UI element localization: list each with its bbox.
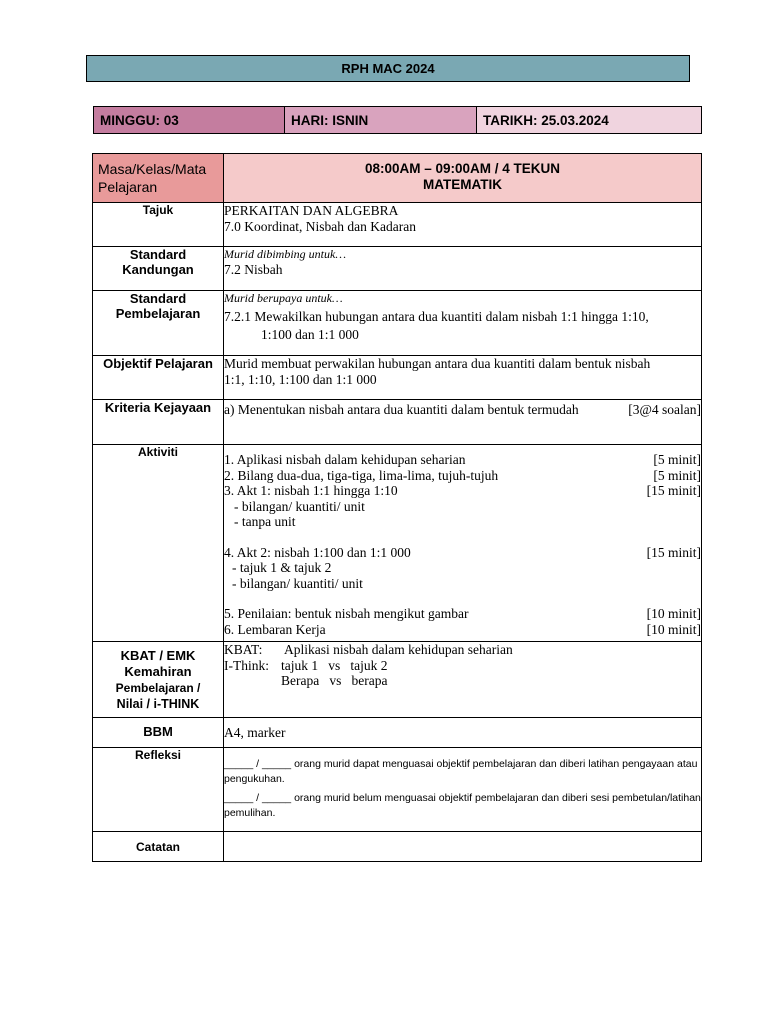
akt2-sub-2: - bilangan/ kuantiti/ unit: [232, 575, 363, 591]
page-banner: RPH MAC 2024: [86, 55, 690, 82]
info-bar: [93, 106, 702, 134]
kbat-content: [224, 642, 702, 718]
minggu-cell: MINGGU: 03: [94, 107, 285, 133]
sp-line2: 1:100 dan 1:1 000: [261, 327, 359, 342]
header-content: [224, 154, 702, 203]
akt2-sub-1: - tajuk 1 & tajuk 2: [232, 560, 332, 575]
aktiviti-item-4: 4. Akt 2: nisbah 1:100 dan 1:1 000 [15 minit]: [224, 544, 701, 560]
refleksi-line2: _____ / _____ orang murid belum menguasai objektif pembelajaran dan diberi sesi pembetulan/latihan pemulihan.: [224, 792, 701, 819]
kriteria-count: [3@4 soalan]: [628, 402, 701, 417]
lesson-plan-table: [92, 153, 702, 862]
refleksi-row: [93, 748, 702, 832]
kriteria-label: Kriteria Kejayaan: [93, 400, 224, 445]
akt1-sub-1: - bilangan/ kuantiti/ unit: [234, 498, 365, 514]
akt1-sub-2: - tanpa unit: [234, 514, 296, 529]
tajuk-row: [93, 203, 702, 247]
sk-text: 7.2 Nisbah: [224, 262, 283, 277]
standard-kandungan-label: Standard Kandungan: [93, 247, 224, 291]
standard-kandungan-content: [224, 247, 702, 291]
aktiviti-label: Aktiviti: [93, 445, 224, 642]
aktiviti-item-1: 1. Aplikasi nisbah dalam kehidupan seharian [5 minit]: [224, 452, 701, 467]
header-row: [93, 154, 702, 203]
tajuk-label: Tajuk: [93, 203, 224, 247]
catatan-label: Catatan: [93, 832, 224, 862]
catatan-content: [224, 832, 702, 862]
catatan-row: [93, 832, 702, 862]
kriteria-content: [224, 400, 702, 445]
bbm-label: BBM: [93, 718, 224, 748]
header-label: Masa/Kelas/Mata Pelajaran: [93, 154, 224, 203]
ithink-line: I-Think: tajuk 1 vs tajuk 2: [224, 657, 388, 673]
sp-intro: Murid berupaya untuk…: [224, 291, 343, 305]
refleksi-content: [224, 748, 702, 832]
bbm-content: A4, marker: [224, 718, 702, 748]
objektif-content: [224, 356, 702, 400]
aktiviti-item-2: 2. Bilang dua-dua, tiga-tiga, lima-lima, tujuh-tujuh [5 minit]: [224, 467, 701, 483]
kbat-line: KBAT: Aplikasi nisbah dalam kehidupan seharian: [224, 642, 513, 657]
aktiviti-item-3: 3. Akt 1: nisbah 1:1 hingga 1:10 [15 minit]: [224, 483, 701, 498]
tajuk-content: [224, 203, 702, 247]
standard-pembelajaran-label: Standard Pembelajaran: [93, 291, 224, 356]
objektif-line2: 1:1, 1:10, 1:100 dan 1:1 000: [224, 371, 377, 387]
aktiviti-item-5: 5. Penilaian: bentuk nisbah mengikut gambar [10 minit]: [224, 606, 701, 621]
objektif-label: Objektif Pelajaran: [93, 356, 224, 400]
aktiviti-content: [224, 445, 702, 642]
standard-kandungan-row: [93, 247, 702, 291]
objektif-row: [93, 356, 702, 400]
ithink-line2: Berapa vs berapa: [281, 673, 388, 688]
kriteria-row: [93, 400, 702, 445]
refleksi-line1: _____ / _____ orang murid dapat menguasai objektif pembelajaran dan diberi latihan pengayaan atau pengukuhan.: [224, 758, 698, 785]
subject: MATEMATIK: [423, 177, 502, 192]
kriteria-text: a) Menentukan nisbah antara dua kuantiti dalam bentuk termudah: [224, 402, 579, 417]
hari-cell: HARI: ISNIN: [285, 107, 477, 133]
sk-intro: Murid dibimbing untuk…: [224, 247, 346, 261]
kbat-label: KBAT / EMK Kemahiran Pembelajaran / Nilai / i-THINK: [93, 642, 224, 718]
standard-pembelajaran-content: [224, 291, 702, 356]
aktiviti-item-6: 6. Lembaran Kerja [10 minit]: [224, 621, 701, 637]
tarikh-cell: TARIKH: 25.03.2024: [477, 107, 701, 133]
objektif-line1: Murid membuat perwakilan hubungan antara dua kuantiti dalam bentuk nisbah: [224, 356, 651, 371]
time-class: 08:00AM – 09:00AM / 4 TEKUN: [364, 161, 561, 176]
bbm-row: [93, 718, 702, 748]
standard-pembelajaran-row: [93, 291, 702, 356]
tajuk-line2: 7.0 Koordinat, Nisbah dan Kadaran: [224, 218, 416, 234]
refleksi-label: Refleksi: [93, 748, 224, 832]
kbat-row: [93, 642, 702, 718]
sp-line1: 7.2.1 Mewakilkan hubungan antara dua kuantiti dalam nisbah 1:1 hingga 1:10,: [224, 309, 649, 324]
aktiviti-row: [93, 445, 702, 642]
tajuk-line1: PERKAITAN DAN ALGEBRA: [224, 203, 399, 218]
